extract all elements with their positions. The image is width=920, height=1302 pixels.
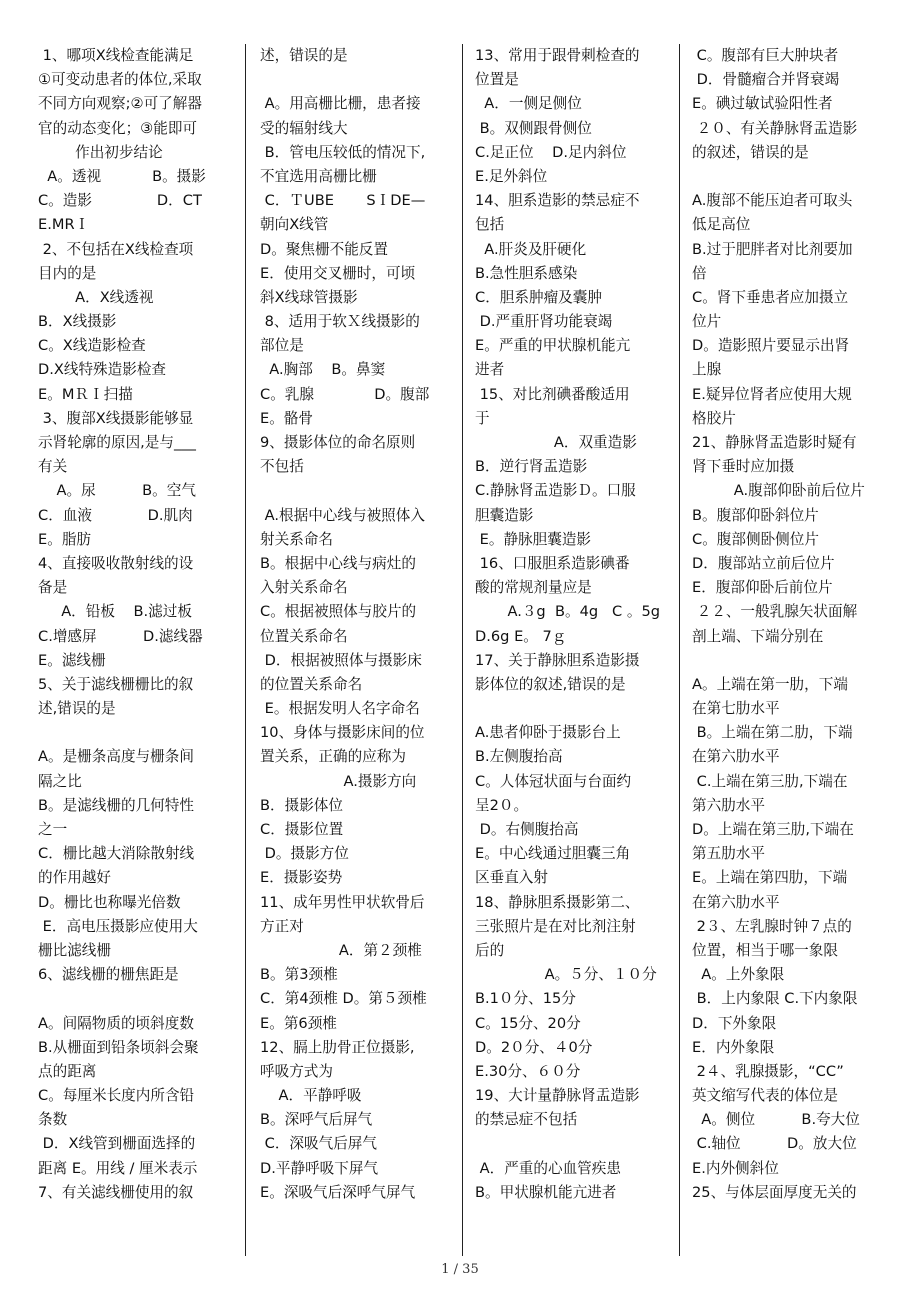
text-line: A．一侧足侧位 xyxy=(475,95,582,113)
text-line: C。造影 D．CT xyxy=(38,192,202,210)
text-line: B.从栅面到铅条顷斜会聚 xyxy=(38,1038,199,1056)
text-line: 肾下垂时应加摄 xyxy=(692,458,795,476)
text-line: 6、滤线栅的栅焦距是 xyxy=(38,966,179,984)
text-line: 不包括 xyxy=(260,458,304,476)
text-line: B.1０分、15分 xyxy=(475,990,576,1008)
text-line: C。腹部侧卧侧位片 xyxy=(692,530,819,548)
text-line: 8、适用于软Ｘ线摄影的 xyxy=(260,313,420,331)
text-line: ２２、一般乳腺矢状面解 xyxy=(692,603,858,621)
text-line: 在第六肋水平 xyxy=(692,893,780,911)
text-line: 的禁忌症不包括 xyxy=(475,1111,578,1129)
text-line: C。人体冠状面与台面约 xyxy=(475,772,632,790)
text-line: 7、有关滤线栅使用的叙 xyxy=(38,1183,194,1201)
text-line: D。造影照片要显示出肾 xyxy=(692,337,850,355)
text-line: C．第4颈椎 D。第５颈椎 xyxy=(260,990,427,1008)
text-line: E。中心线通过胆囊三角 xyxy=(475,845,631,863)
text-line: A.肝炎及肝硬化 xyxy=(475,240,587,258)
text-line: 部位是 xyxy=(260,337,304,355)
text-line: C.轴位 D。放大位 xyxy=(692,1135,857,1153)
text-line: B。第3颈椎 xyxy=(260,966,338,984)
text-line: A。５分、１０分 xyxy=(475,966,657,984)
text-line: C.增感屏 D.滤线器 xyxy=(38,627,203,645)
text-line: B.急性胆系感染 xyxy=(475,264,578,282)
text-line: B．逆行肾盂造影 xyxy=(475,458,588,476)
text-line: 14、胆系造影的禁忌症不 xyxy=(475,192,640,210)
text-line: A.３g B。4g C 。5g xyxy=(475,603,661,621)
text-line: 示肾轮廓的原因,是与___ xyxy=(38,434,196,451)
text-line: B．摄影体位 xyxy=(260,796,343,814)
text-line: 倍 xyxy=(692,264,707,282)
text-line: ①可变动患者的体位,采取 xyxy=(38,71,202,89)
text-line: D.严重肝肾功能衰竭 xyxy=(475,313,613,331)
text-line: D．骨髓瘤合并肾衰竭 xyxy=(692,71,840,89)
text-line: 19、大计量静脉肾盂造影 xyxy=(475,1087,640,1105)
text-line: 影体位的叙述,错误的是 xyxy=(475,675,626,693)
text-line xyxy=(692,649,888,673)
text-line xyxy=(260,479,460,503)
text-line: 2４、乳腺摄影，“CC” xyxy=(692,1062,844,1080)
text-line: 朝向X线管 xyxy=(260,216,329,234)
text-line: C。腹部有巨大肿块者 xyxy=(692,47,839,64)
text-line: C。X线造影检查 xyxy=(38,337,146,355)
text-line: D．腹部站立前后位片 xyxy=(692,554,835,572)
text-line: 的位置关系命名 xyxy=(260,675,363,693)
text-line: B。根据中心线与病灶的 xyxy=(260,554,416,572)
text-line: E．高电压摄影应使用大 xyxy=(38,917,198,935)
text-line: 第六肋水平 xyxy=(692,796,765,814)
text-line: E.内外侧斜位 xyxy=(692,1159,779,1177)
text-line: A.腹部不能压迫者可取头 xyxy=(692,192,853,210)
text-line: D。聚焦栅不能反置 xyxy=(260,240,388,258)
text-line: E。静脉胆囊造影 xyxy=(475,530,592,548)
text-line: 区垂直入射 xyxy=(475,869,548,887)
text-line: A。用高栅比栅，患者接 xyxy=(260,95,421,113)
text-line: E．使用交叉栅时，可顷 xyxy=(260,264,416,282)
text-line: E。MＲＩ扫描 xyxy=(38,385,133,403)
text-line: 隔之比 xyxy=(38,772,82,790)
text-line xyxy=(38,987,238,1011)
text-line: D．下外象限 xyxy=(692,1014,777,1032)
text-line: 不宜选用高栅比栅 xyxy=(260,167,377,185)
text-line: E．腹部仰卧后前位片 xyxy=(692,579,833,597)
text-line: 受的辐射线大 xyxy=(260,119,348,137)
text-line: 后的 xyxy=(475,941,505,959)
text-line: 酸的常规剂量应是 xyxy=(475,579,592,597)
text-line: 进者 xyxy=(475,361,505,379)
text-line: 述，错误的是 xyxy=(260,47,348,64)
text-line: 点的距离 xyxy=(38,1062,97,1080)
column-1 xyxy=(38,44,238,1252)
text-line: E．内外象限 xyxy=(692,1038,775,1056)
text-line: 13、常用于跟骨刺检查的 xyxy=(475,47,640,64)
text-line: 不同方向观察;②可了解器 xyxy=(38,95,202,113)
text-line: E。上端在第四肋，下端 xyxy=(692,869,848,887)
text-line: 于 xyxy=(475,409,490,427)
text-line: 11、成年男性甲状软骨后 xyxy=(260,893,425,911)
column-4 xyxy=(692,44,888,1252)
text-line: E。骼骨 xyxy=(260,409,314,427)
text-line: B。双侧跟骨侧位 xyxy=(475,119,592,137)
text-line: C．栅比越大消除散射线 xyxy=(38,845,195,863)
text-line: 12、膈上肋骨正位摄影, xyxy=(260,1038,415,1056)
text-line: C。肾下垂患者应加摄立 xyxy=(692,288,849,306)
text-line: E.30分、６０分 xyxy=(475,1062,581,1080)
text-line: 格胶片 xyxy=(692,409,736,427)
text-line: 英文缩写代表的体位是 xyxy=(692,1087,838,1105)
text-line: A．第２颈椎 xyxy=(260,941,422,959)
text-line: C。根据被照体与胶片的 xyxy=(260,603,417,621)
text-line: 入射关系命名 xyxy=(260,579,348,597)
text-line xyxy=(475,697,675,721)
document-page xyxy=(38,44,886,1252)
text-line: A.摄影方向 xyxy=(260,772,417,790)
text-line: C．ＴUBE SＩDE— xyxy=(260,192,426,210)
text-line: C.足正位 D.足内斜位 xyxy=(475,143,627,161)
text-line: A。侧位 B.夸大位 xyxy=(692,1111,860,1129)
text-line: 剖上端、下端分别在 xyxy=(692,627,824,645)
text-line: 位置是 xyxy=(475,71,519,89)
text-line: E。深吸气后深呼气屏气 xyxy=(260,1183,416,1201)
text-line: 斜X线球管摄影 xyxy=(260,288,358,306)
text-line: A。上外象限 xyxy=(692,966,785,984)
text-line: 呈2０。 xyxy=(475,796,529,814)
text-line: 的作用越好 xyxy=(38,869,111,887)
text-line: C.上端在第三肋,下端在 xyxy=(692,772,848,790)
column-divider xyxy=(679,44,680,1256)
text-line: 置关系，正确的应称为 xyxy=(260,748,406,766)
text-line: C.静脉肾盂造影Ｄ。口服 xyxy=(475,482,636,500)
text-line: 方正对 xyxy=(260,917,304,935)
text-line: 17、关于静脉胆系造影摄 xyxy=(475,651,640,669)
text-line: 5、关于滤线栅栅比的叙 xyxy=(38,675,194,693)
text-line: 9、摄影体位的命名原则 xyxy=(260,434,416,451)
text-line: B．X线摄影 xyxy=(38,313,117,331)
text-line: 呼吸方式为 xyxy=(260,1062,333,1080)
text-line: A．平静呼吸 xyxy=(260,1087,362,1105)
text-line: 官的动态变化；③能即可 xyxy=(38,119,198,137)
text-line: E。脂肪 xyxy=(38,530,92,548)
text-line: A。是栅条高度与栅条间 xyxy=(38,748,194,766)
text-line: C。15分、20分 xyxy=(475,1014,581,1032)
text-line: ２０、有关静脉肾盂造影 xyxy=(692,119,858,137)
text-line: 15、对比剂碘番酸适用 xyxy=(475,385,630,403)
text-line xyxy=(38,721,238,745)
text-line: C．摄影位置 xyxy=(260,821,344,838)
text-line: D.X线特殊造影检查 xyxy=(38,361,167,379)
text-line: D．X线管到栅面选择的 xyxy=(38,1135,196,1153)
text-line: C．胆系肿瘤及囊肿 xyxy=(475,288,602,306)
text-line: 述,错误的是 xyxy=(38,700,116,718)
text-line: 的叙述，错误的是 xyxy=(692,143,809,161)
text-line: 目内的是 xyxy=(38,264,97,282)
text-line: 16、口服胆系造影碘番 xyxy=(475,554,630,572)
text-line: D.6g E。 7ｇ xyxy=(475,627,567,645)
text-line: C。每厘米长度内所含铅 xyxy=(38,1087,195,1105)
text-line xyxy=(260,68,460,92)
text-line: E.MRＩ xyxy=(38,216,90,234)
text-line: A.根据中心线与被照体入 xyxy=(260,506,425,524)
text-line: A．双重造影 xyxy=(475,434,637,451)
text-line: E。根据发明人名字命名 xyxy=(260,700,420,718)
text-line: B。深呼气后屏气 xyxy=(260,1111,373,1129)
text-line: 低足高位 xyxy=(692,216,751,234)
text-line: 18、静脉胆系摄影第二、 xyxy=(475,893,640,911)
text-line: A.腹部仰卧前后位片 xyxy=(692,482,865,500)
text-line: A．严重的心血管疾患 xyxy=(475,1159,621,1177)
text-line: E。碘过敏试验阳性者 xyxy=(692,95,833,113)
text-line: 上腺 xyxy=(692,361,722,379)
column-2 xyxy=(260,44,460,1252)
text-line: D.平静呼吸下屏气 xyxy=(260,1159,379,1177)
text-line: D。上端在第三肋,下端在 xyxy=(692,821,854,838)
text-line: B.左侧腹抬高 xyxy=(475,748,563,766)
text-line: E。第6颈椎 xyxy=(260,1014,337,1032)
text-line: C．深吸气后屏气 xyxy=(260,1135,377,1153)
text-line: E.足外斜位 xyxy=(475,167,548,185)
text-line: 之一 xyxy=(38,821,68,838)
text-line: D。2０分、４0分 xyxy=(475,1038,593,1056)
text-line: 作出初步结论 xyxy=(38,143,163,161)
column-divider xyxy=(462,44,463,1256)
text-line: 有关 xyxy=(38,458,68,476)
text-line: 3、腹部X线摄影能够显 xyxy=(38,409,194,427)
text-line: 包括 xyxy=(475,216,505,234)
text-line: D。摄影方位 xyxy=(260,845,349,863)
text-line: 距离 E。用线 / 厘米表示 xyxy=(38,1159,198,1177)
column-divider xyxy=(245,44,246,1256)
text-line: A。间隔物质的顷斜度数 xyxy=(38,1014,194,1032)
text-line: 条数 xyxy=(38,1111,68,1129)
text-line: 位置，相当于哪一象限 xyxy=(692,941,838,959)
text-line: E。滤线栅 xyxy=(38,651,106,669)
text-line: 三张照片是在对比剂注射 xyxy=(475,917,636,935)
page-number: 1 / 35 xyxy=(441,1262,479,1277)
text-line: D．根据被照体与摄影床 xyxy=(260,651,422,669)
text-line: D。栅比也称曝光倍数 xyxy=(38,893,181,911)
text-line: A．X线透视 xyxy=(38,288,154,306)
text-line: 21、静脉肾盂造影时疑有 xyxy=(692,434,857,451)
text-line: 第五肋水平 xyxy=(692,845,765,863)
text-line: 栅比滤线栅 xyxy=(38,941,111,959)
text-line: C。乳腺 D。腹部 xyxy=(260,385,430,403)
text-line: A.患者仰卧于摄影台上 xyxy=(475,724,621,742)
text-line: 2３、左乳腺时钟７点的 xyxy=(692,917,852,935)
text-line: B．上内象限 C.下内象限 xyxy=(692,990,858,1008)
text-line: A。透视 B。摄影 xyxy=(38,167,206,185)
text-line: B。甲状腺机能亢进者 xyxy=(475,1183,617,1201)
text-line: A.胸部 B。鼻窦 xyxy=(260,361,386,379)
text-line: 备是 xyxy=(38,579,68,597)
text-line xyxy=(692,165,888,189)
text-line: 位片 xyxy=(692,313,722,331)
text-line: 在第六肋水平 xyxy=(692,748,780,766)
text-line: A。上端在第一肋，下端 xyxy=(692,675,848,693)
text-line: 射关系命名 xyxy=(260,530,333,548)
text-line: A．铅板 B.滤过板 xyxy=(38,603,192,621)
text-line: 25、与体层面厚度无关的 xyxy=(692,1183,857,1201)
text-line: 胆囊造影 xyxy=(475,506,534,524)
text-line: E.疑异位肾者应使用大规 xyxy=(692,385,852,403)
text-line: 在第七肋水平 xyxy=(692,700,780,718)
text-line: 10、身体与摄影床间的位 xyxy=(260,724,425,742)
text-line: D。右侧腹抬高 xyxy=(475,821,579,838)
text-line xyxy=(475,1132,675,1156)
text-line: B．管电压较低的情况下, xyxy=(260,143,426,161)
text-line: 位置关系命名 xyxy=(260,627,348,645)
text-line: A。尿 B。空气 xyxy=(38,482,196,500)
text-line: E。严重的甲状腺机能亢 xyxy=(475,337,631,355)
text-line: E．摄影姿势 xyxy=(260,869,343,887)
text-line: B。是滤线栅的几何特性 xyxy=(38,796,194,814)
text-line: C．血液 D.肌肉 xyxy=(38,506,193,524)
text-line: B。腹部仰卧斜位片 xyxy=(692,506,819,524)
text-line: B.过于肥胖者对比剂要加 xyxy=(692,240,853,258)
text-line: B。上端在第二肋，下端 xyxy=(692,724,853,742)
text-line: 2、不包括在X线检查项 xyxy=(38,240,194,258)
text-line: 4、直接吸收散射线的设 xyxy=(38,554,194,572)
text-line: 1、哪项X线检查能满足 xyxy=(38,47,194,64)
column-3 xyxy=(475,44,675,1252)
